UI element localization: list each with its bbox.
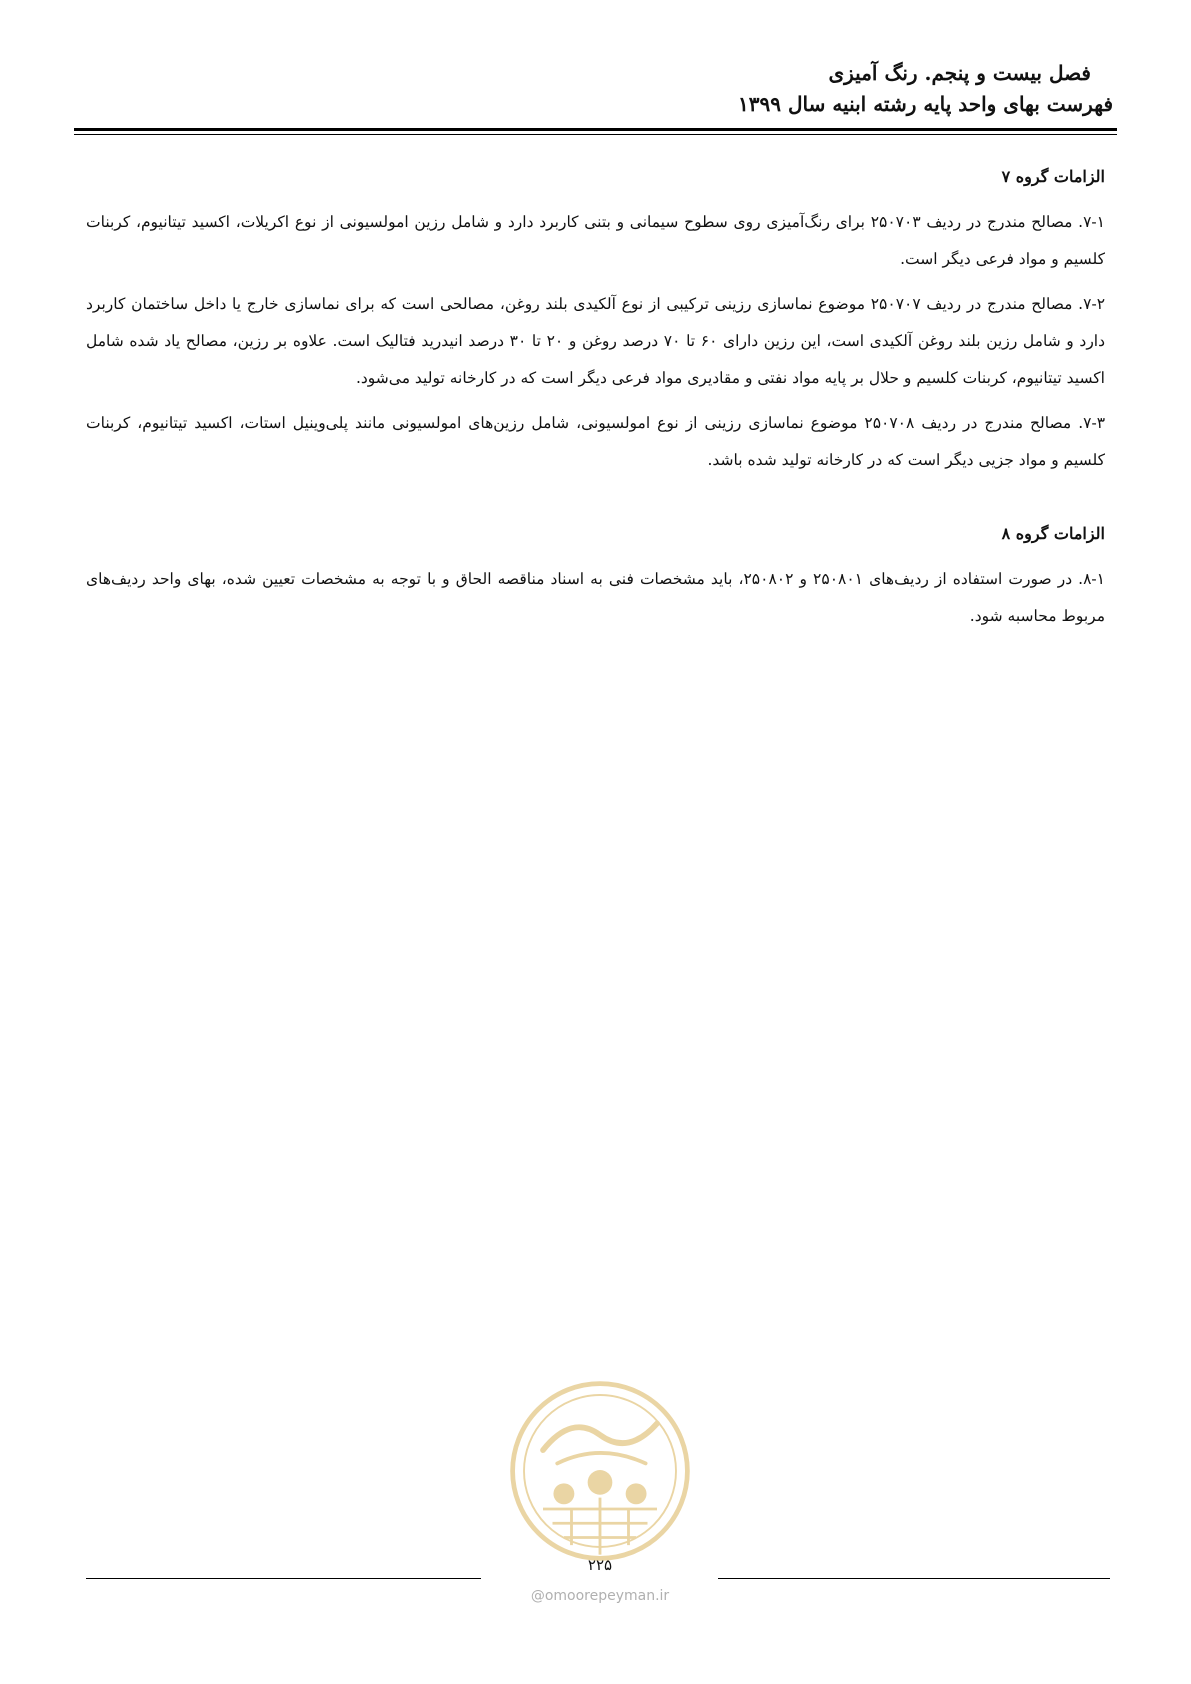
footer-rule-right bbox=[718, 1578, 1110, 1579]
paragraph-7-3: ۷-۳. مصالح مندرج در ردیف ۲۵۰۷۰۸ موضوع نماسازی رزینی از نوع امولسیونی، شامل رزین‌های امولسیونی مانند پلی‌وینیل استات، اکسید تیتانیوم، کربنات کلسیم و مواد جزیی دیگر است که در کارخانه تولید شده باشد. bbox=[86, 414, 1106, 469]
section-gap bbox=[86, 487, 1105, 517]
footer-rule-left bbox=[86, 1578, 481, 1579]
chapter-title: فصل بیست و پنجم. رنگ آمیزی bbox=[828, 61, 1091, 85]
section-heading-group-7: الزامات گروه ۷ bbox=[1001, 167, 1105, 186]
paragraph-7-1: ۷-۱. مصالح مندرج در ردیف ۲۵۰۷۰۳ برای رنگ‌آمیزی روی سطوح سیمانی و بتنی کاربرد دارد و شامل رزین امولسیونی از نوع اکریلات، اکسید تیتانیوم، کربنات کلسیم و مواد فرعی دیگر است. bbox=[86, 213, 1105, 268]
header-rule-thick bbox=[74, 128, 1117, 131]
section-heading-group-8: الزامات گروه ۸ bbox=[1001, 524, 1105, 543]
price-list-title: فهرست بهای واحد پایه رشته ابنیه سال ۱۳۹۹ bbox=[738, 92, 1113, 116]
paragraph-8-1: ۸-۱. در صورت استفاده از ردیف‌های ۲۵۰۸۰۱ و ۲۵۰۸۰۲، باید مشخصات فنی به اسناد مناقصه الحاق و با توجه به مشخصات تعیین شده، بهای واحد ردیف‌های مربوط محاسبه شود. bbox=[86, 570, 1105, 625]
site-credit: @omoorepeyman.ir bbox=[530, 1588, 670, 1604]
page-header bbox=[73, 58, 1113, 120]
header-rule-thin bbox=[74, 134, 1117, 135]
paragraph-7-2: ۷-۲. مصالح مندرج در ردیف ۲۵۰۷۰۷ موضوع نماسازی رزینی ترکیبی از نوع آلکیدی بلند روغن، مصالحی است که برای نماسازی خارج یا داخل ساختمان کاربرد دارد و شامل رزین بلند روغن آلکیدی است، این رزین دارای ۶۰ تا ۷۰ درصد روغن و ۲۰ تا ۳۰ درصد انیدرید فتالیک است. علاوه بر رزین، مصالح یاد شده شامل اکسید تیتانیوم، کربنات کلسیم و حلال بر پایه مواد نفتی و مقادیری مواد فرعی دیگر است که در کارخانه تولید می‌شود. bbox=[86, 295, 1106, 387]
omoorepeyman-logo-watermark-icon bbox=[505, 1376, 695, 1566]
page-content bbox=[86, 160, 1105, 643]
page-number: ۲۲۵ bbox=[587, 1556, 613, 1574]
